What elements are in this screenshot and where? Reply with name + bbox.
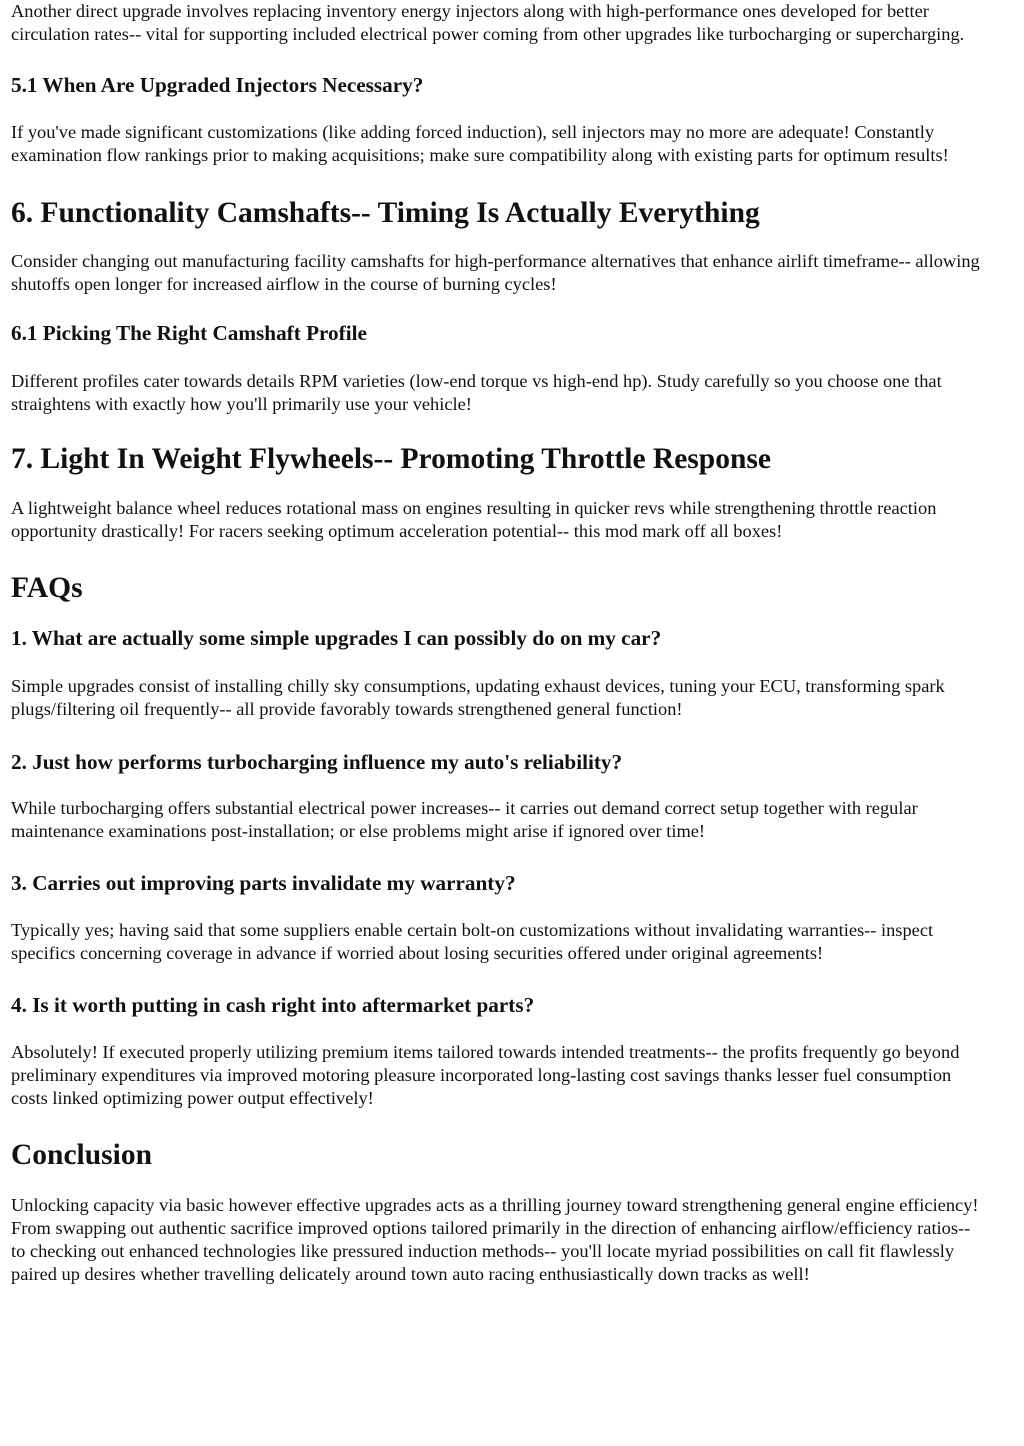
section-5-1-paragraph: If you've made significant customizations (like adding forced induction), sell injectors may no more are adequate! Constantly examination flow rankings prior to making acquisitions; make sure compatibility along with existing parts for optimum results! bbox=[11, 122, 949, 165]
section-5-1-heading: 5.1 When Are Upgraded Injectors Necessary? bbox=[11, 73, 424, 97]
section-6-1-heading: 6.1 Picking The Right Camshaft Profile bbox=[11, 321, 367, 345]
faq-question: 1. What are actually some simple upgrades I can possibly do on my car? bbox=[11, 626, 662, 650]
section-6-paragraph: Consider changing out manufacturing facility camshafts for high-performance alternatives that enhance airlift timeframe-- allowing shutoffs open longer for increased airflow in the course of burning cycles! bbox=[11, 251, 980, 294]
section-6-heading: 6. Functionality Camshafts-- Timing Is Actually Everything bbox=[11, 197, 760, 229]
conclusion-heading: Conclusion bbox=[11, 1139, 152, 1171]
intro-paragraph: Another direct upgrade involves replacing inventory energy injectors along with high-performance ones developed for better circulation rates-- vital for supporting included electrical power coming from other upgrades like turbocharging or supercharging. bbox=[11, 1, 965, 44]
faq-answer: Simple upgrades consist of installing chilly sky consumptions, updating exhaust devices, tuning your ECU, transforming spark plugs/filtering oil frequently-- all provide favorably towards strengthened general function! bbox=[11, 676, 945, 719]
section-7-heading: 7. Light In Weight Flywheels-- Promoting Throttle Response bbox=[11, 443, 771, 475]
section-6-1-paragraph: Different profiles cater towards details RPM varieties (low-end torque vs high-end hp). Study carefully so you choose one that straightens with exactly how you'll primarily use your vehicle! bbox=[11, 371, 942, 414]
faq-answer: While turbocharging offers substantial electrical power increases-- it carries out demand correct setup together with regular maintenance examinations post-installation; or else problems might arise if ignored over time! bbox=[11, 798, 918, 841]
faq-answer: Absolutely! If executed properly utilizing premium items tailored towards intended treatments-- the profits frequently go beyond preliminary expenditures via improved motoring pleasure incorporated long-lasting cost savings thanks lesser fuel consumption costs linked optimizing power output effectively! bbox=[11, 1042, 960, 1108]
section-7-paragraph: A lightweight balance wheel reduces rotational mass on engines resulting in quicker revs while strengthening throttle reaction opportunity drastically! For racers seeking optimum acceleration potential-- this mod mark off all boxes! bbox=[11, 498, 937, 541]
faq-question: 4. Is it worth putting in cash right into aftermarket parts? bbox=[11, 993, 535, 1017]
faq-question: 3. Carries out improving parts invalidate my warranty? bbox=[11, 871, 516, 895]
faqs-heading: FAQs bbox=[11, 572, 83, 604]
conclusion-paragraph: Unlocking capacity via basic however effective upgrades acts as a thrilling journey toward strengthening general engine efficiency! From swapping out authentic sacrifice improved options tailored primarily in the direction of enhancing airflow/efficiency ratios-- to checking out enhanced technologies like pressured induction methods-- you'll locate myriad possibilities on call fit flawlessly paired up desires whether travelling delicately around town auto racing enthusiastically down tracks as well! bbox=[11, 1195, 979, 1284]
faq-answer: Typically yes; having said that some suppliers enable certain bolt-on customizations without invalidating warranties-- inspect specifics concerning coverage in advance if worried about losing securities offered under original agreements! bbox=[11, 920, 934, 963]
faq-question: 2. Just how performs turbocharging influence my auto's reliability? bbox=[11, 750, 623, 774]
